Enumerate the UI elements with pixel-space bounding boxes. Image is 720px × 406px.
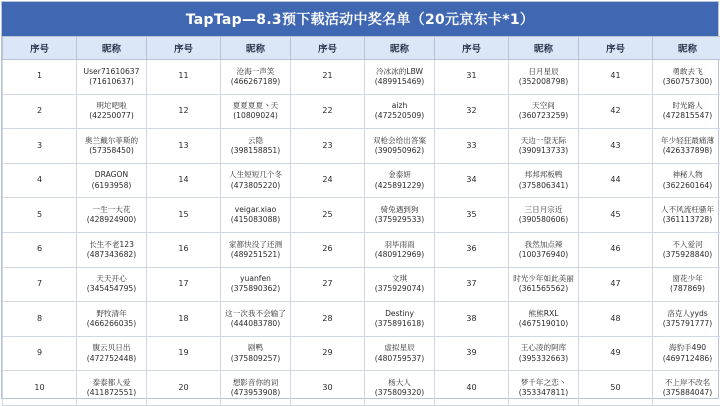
winner-cell: [77, 198, 147, 233]
winner-user-id: (466267189): [223, 77, 288, 87]
row-index-cell: 46: [579, 232, 653, 267]
winner-cell: [365, 94, 435, 129]
row-index-cell: 4: [3, 163, 77, 198]
table-row: [3, 232, 720, 267]
column-header-nickname: 昵称: [221, 37, 291, 60]
winner-cell: [365, 60, 435, 95]
winner-user-id: (375809257): [223, 354, 288, 364]
winner-user-id: (375806341): [511, 181, 576, 191]
winner-user-id: (353347811): [511, 388, 576, 398]
row-index-cell: 34: [435, 163, 509, 198]
winner-nickname: veigar.xiao: [223, 205, 288, 215]
winner-user-id: (361565562): [511, 284, 576, 294]
winner-nickname: 金泰妍: [367, 170, 432, 180]
row-index-cell: 27: [291, 267, 365, 302]
row-index-cell: 43: [579, 129, 653, 164]
winner-nickname: 腹云贝日出: [79, 343, 144, 353]
winner-list-sheet: [1, 1, 719, 399]
row-index-cell: 39: [435, 336, 509, 371]
row-index-cell: 1: [3, 60, 77, 95]
winner-cell: [77, 163, 147, 198]
row-index-cell: 9: [3, 336, 77, 371]
row-index-cell: 10: [3, 371, 77, 406]
row-index-cell: 45: [579, 198, 653, 233]
winner-cell: [77, 267, 147, 302]
row-index-cell: 18: [147, 302, 221, 337]
winner-cell: [77, 94, 147, 129]
winner-nickname: 冷冰冰的LBW: [367, 67, 432, 77]
column-header-index: 序号: [147, 37, 221, 60]
winner-cell: [365, 336, 435, 371]
row-index-cell: 16: [147, 232, 221, 267]
column-header-nickname: 昵称: [509, 37, 579, 60]
winner-user-id: (390950962): [367, 146, 432, 156]
winner-cell: [221, 302, 291, 337]
winner-cell: [77, 129, 147, 164]
header-row: [3, 37, 720, 60]
row-index-cell: 7: [3, 267, 77, 302]
row-index-cell: 11: [147, 60, 221, 95]
winner-cell: [509, 371, 579, 406]
column-header-index: 序号: [435, 37, 509, 60]
winner-user-id: (398158851): [223, 146, 288, 156]
winner-user-id: (472815547): [655, 111, 720, 121]
column-header-nickname: 昵称: [77, 37, 147, 60]
winner-user-id: (472520509): [367, 111, 432, 121]
winner-nickname: 不上岸不改名: [655, 378, 720, 388]
column-header-nickname: 昵称: [653, 37, 720, 60]
column-header-nickname: 昵称: [365, 37, 435, 60]
winner-user-id: (375884047): [655, 388, 720, 398]
winner-nickname: 勇敢去飞: [655, 67, 720, 77]
row-index-cell: 23: [291, 129, 365, 164]
winner-user-id: (489251521): [223, 250, 288, 260]
winner-nickname: 时光少年如此美丽: [511, 274, 576, 284]
winner-user-id: (469712486): [655, 354, 720, 364]
winner-user-id: (375928840): [655, 250, 720, 260]
winner-cell: [653, 371, 720, 406]
winner-user-id: (6193958): [79, 181, 144, 191]
row-index-cell: 42: [579, 94, 653, 129]
winner-cell: [221, 336, 291, 371]
winner-user-id: (787869): [655, 284, 720, 294]
row-index-cell: 38: [435, 302, 509, 337]
winner-user-id: (489915469): [367, 77, 432, 87]
winner-cell: [365, 198, 435, 233]
winner-nickname: 骑兔遇到狗: [367, 205, 432, 215]
winner-cell: [365, 129, 435, 164]
column-header-index: 序号: [3, 37, 77, 60]
column-header-index: 序号: [291, 37, 365, 60]
winner-nickname: 杨大人: [367, 378, 432, 388]
row-index-cell: 35: [435, 198, 509, 233]
winner-cell: [365, 163, 435, 198]
winner-nickname: 熊熊RXL: [511, 309, 576, 319]
page-title: TapTap—8.3预下载活动中奖名单（20元京东卡*1）: [2, 2, 718, 36]
winner-nickname: 虚拟星辰: [367, 343, 432, 353]
winner-nickname: 剧鸭: [223, 343, 288, 353]
winner-nickname: 王心凌的阿库: [511, 343, 576, 353]
table-row: [3, 302, 720, 337]
winner-cell: [77, 371, 147, 406]
winner-cell: [653, 198, 720, 233]
row-index-cell: 5: [3, 198, 77, 233]
row-index-cell: 36: [435, 232, 509, 267]
winner-cell: [221, 232, 291, 267]
column-header-index: 序号: [579, 37, 653, 60]
winner-nickname: 梦千年之恋丶: [511, 378, 576, 388]
winner-cell: [509, 94, 579, 129]
row-index-cell: 2: [3, 94, 77, 129]
winner-nickname: 想影音你的词: [223, 378, 288, 388]
winner-cell: [221, 267, 291, 302]
winner-nickname: 野牧清年: [79, 309, 144, 319]
winner-cell: [365, 267, 435, 302]
winner-cell: [77, 302, 147, 337]
winner-cell: [653, 267, 720, 302]
winner-user-id: (375809320): [367, 388, 432, 398]
winner-cell: [653, 232, 720, 267]
winner-nickname: 沧海一声笑: [223, 67, 288, 77]
winner-nickname: 时光路人: [655, 101, 720, 111]
table-row: [3, 267, 720, 302]
winner-user-id: (375891618): [367, 319, 432, 329]
winner-cell: [221, 198, 291, 233]
winner-nickname: 泰泰都人爱: [79, 378, 144, 388]
winner-cell: [653, 129, 720, 164]
winner-user-id: (100376940): [511, 250, 576, 260]
row-index-cell: 14: [147, 163, 221, 198]
winner-user-id: (444083780): [223, 319, 288, 329]
row-index-cell: 47: [579, 267, 653, 302]
winner-user-id: (466266035): [79, 319, 144, 329]
row-index-cell: 25: [291, 198, 365, 233]
row-index-cell: 24: [291, 163, 365, 198]
winner-user-id: (362260164): [655, 181, 720, 191]
winner-nickname: 奥兰戴尔菲斯的: [79, 136, 144, 146]
winner-nickname: aizh: [367, 101, 432, 111]
winner-cell: [221, 163, 291, 198]
winner-user-id: (487343682): [79, 250, 144, 260]
winner-cell: [221, 60, 291, 95]
table-row: [3, 371, 720, 406]
row-index-cell: 30: [291, 371, 365, 406]
winner-cell: [365, 371, 435, 406]
row-index-cell: 8: [3, 302, 77, 337]
winner-cell: [509, 163, 579, 198]
winner-cell: [653, 94, 720, 129]
winner-user-id: (390913733): [511, 146, 576, 156]
winner-cell: [509, 336, 579, 371]
row-index-cell: 50: [579, 371, 653, 406]
winner-nickname: 双枪会给出答案: [367, 136, 432, 146]
winner-nickname: 云隐: [223, 136, 288, 146]
winner-user-id: (71610637): [79, 77, 144, 87]
row-index-cell: 17: [147, 267, 221, 302]
winner-nickname: 我然加点辣: [511, 240, 576, 250]
winner-user-id: (415083088): [223, 215, 288, 225]
winner-cell: [365, 232, 435, 267]
row-index-cell: 6: [3, 232, 77, 267]
winner-nickname: yuanfen: [223, 274, 288, 284]
row-index-cell: 49: [579, 336, 653, 371]
row-index-cell: 41: [579, 60, 653, 95]
winner-user-id: (411872551): [79, 388, 144, 398]
winner-nickname: 家都快没了还测: [223, 240, 288, 250]
winner-user-id: (375929533): [367, 215, 432, 225]
row-index-cell: 20: [147, 371, 221, 406]
row-index-cell: 33: [435, 129, 509, 164]
row-index-cell: 44: [579, 163, 653, 198]
table-body: [3, 60, 720, 406]
winner-nickname: 一生一大花: [79, 205, 144, 215]
row-index-cell: 40: [435, 371, 509, 406]
winner-nickname: 天边一望无际: [511, 136, 576, 146]
winner-nickname: 三日月宗近: [511, 205, 576, 215]
table-row: [3, 336, 720, 371]
winner-cell: [509, 302, 579, 337]
winner-cell: [77, 336, 147, 371]
winner-user-id: (360757300): [655, 77, 720, 87]
winner-cell: [653, 302, 720, 337]
winner-cell: [221, 371, 291, 406]
winner-nickname: 神秘人物: [655, 170, 720, 180]
winner-cell: [509, 267, 579, 302]
winner-user-id: (390580606): [511, 215, 576, 225]
winner-nickname: 这一次我不会输了: [223, 309, 288, 319]
winner-nickname: 夏夏夏夏丶天: [223, 101, 288, 111]
winner-nickname: 羽毕雨雨: [367, 240, 432, 250]
winner-cell: [221, 129, 291, 164]
row-index-cell: 32: [435, 94, 509, 129]
winner-cell: [509, 232, 579, 267]
row-index-cell: 19: [147, 336, 221, 371]
row-index-cell: 21: [291, 60, 365, 95]
winner-nickname: 人不风流枉骚年: [655, 205, 720, 215]
row-index-cell: 37: [435, 267, 509, 302]
winner-user-id: (473805220): [223, 181, 288, 191]
winner-user-id: (472752448): [79, 354, 144, 364]
row-index-cell: 13: [147, 129, 221, 164]
winner-table: [2, 36, 720, 406]
winner-user-id: (375929074): [367, 284, 432, 294]
winner-cell: [77, 232, 147, 267]
winner-nickname: 洛克人yyds: [655, 309, 720, 319]
row-index-cell: 22: [291, 94, 365, 129]
winner-nickname: 不入爱河: [655, 240, 720, 250]
winner-user-id: (42250077): [79, 111, 144, 121]
winner-nickname: 日月星辰: [511, 67, 576, 77]
winner-nickname: DRAGON: [79, 170, 144, 180]
winner-user-id: (467519010): [511, 319, 576, 329]
winner-user-id: (426337898): [655, 146, 720, 156]
winner-user-id: (360723259): [511, 111, 576, 121]
winner-user-id: (57358450): [79, 146, 144, 156]
row-index-cell: 12: [147, 94, 221, 129]
table-row: [3, 198, 720, 233]
table-row: [3, 94, 720, 129]
winner-cell: [653, 163, 720, 198]
winner-nickname: 文琪: [367, 274, 432, 284]
winner-cell: [77, 60, 147, 95]
winner-nickname: User71610637: [79, 67, 144, 77]
winner-user-id: (425891229): [367, 181, 432, 191]
row-index-cell: 15: [147, 198, 221, 233]
winner-nickname: 长生不老123: [79, 240, 144, 250]
winner-nickname: 年少轻狂最痛薄: [655, 136, 720, 146]
winner-nickname: 天天开心: [79, 274, 144, 284]
winner-nickname: Destiny: [367, 309, 432, 319]
winner-nickname: 明坨吧啦: [79, 101, 144, 111]
row-index-cell: 3: [3, 129, 77, 164]
row-index-cell: 28: [291, 302, 365, 337]
winner-cell: [509, 198, 579, 233]
winner-nickname: 窗花少年: [655, 274, 720, 284]
winner-user-id: (345454795): [79, 284, 144, 294]
table-row: [3, 163, 720, 198]
winner-nickname: 邦邦邦板鸭: [511, 170, 576, 180]
winner-cell: [365, 302, 435, 337]
winner-nickname: 人生短短几个冬: [223, 170, 288, 180]
table-row: [3, 129, 720, 164]
row-index-cell: 48: [579, 302, 653, 337]
winner-user-id: (480759537): [367, 354, 432, 364]
winner-user-id: (361113728): [655, 215, 720, 225]
winner-cell: [509, 60, 579, 95]
winner-user-id: (375791777): [655, 319, 720, 329]
winner-cell: [221, 94, 291, 129]
row-index-cell: 26: [291, 232, 365, 267]
row-index-cell: 31: [435, 60, 509, 95]
winner-cell: [509, 129, 579, 164]
winner-user-id: (428924900): [79, 215, 144, 225]
winner-user-id: (10809024): [223, 111, 288, 121]
winner-nickname: 海豹手490: [655, 343, 720, 353]
row-index-cell: 29: [291, 336, 365, 371]
winner-cell: [653, 336, 720, 371]
winner-cell: [653, 60, 720, 95]
table-row: [3, 60, 720, 95]
winner-user-id: (480912969): [367, 250, 432, 260]
winner-user-id: (375890362): [223, 284, 288, 294]
winner-nickname: 天空间: [511, 101, 576, 111]
winner-user-id: (395332663): [511, 354, 576, 364]
winner-user-id: (473953908): [223, 388, 288, 398]
winner-user-id: (352008798): [511, 77, 576, 87]
